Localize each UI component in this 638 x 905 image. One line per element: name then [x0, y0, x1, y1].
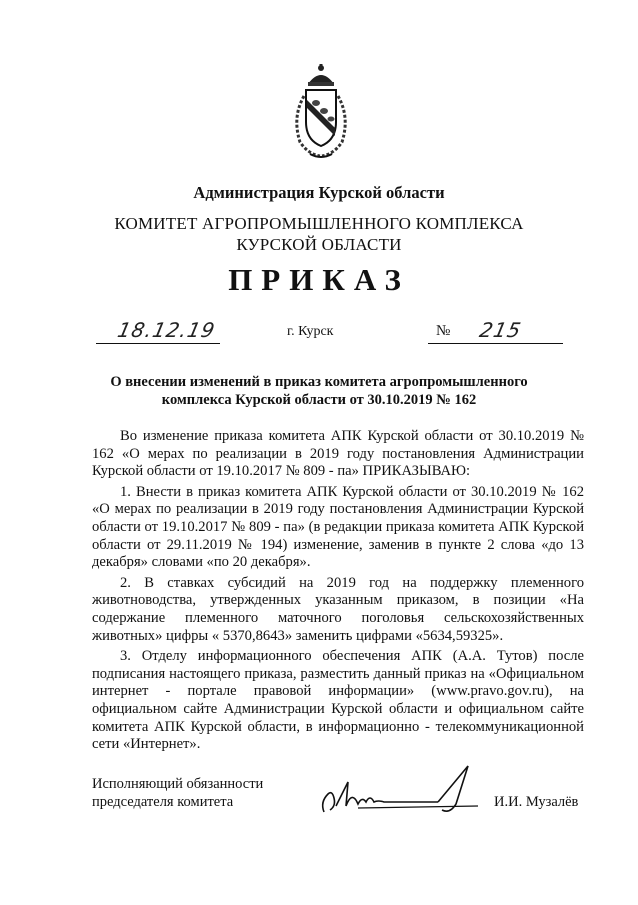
body-paragraph-3: 3. Отделу информационного обеспечения АПК (А.А. Тутов) после подписания настоящего приказа, разместить данный приказ на «Официальном интернет - портале правовой информации» (www.pravo.gov.ru), на официальном сайте Администрации Курской области и официальном сайте комитета АПК Курской области, в информационно - телекоммуникационной сети «Интернет».	[92, 648, 584, 753]
document-type-title: ПРИКАЗ	[228, 262, 410, 297]
order-body	[92, 428, 584, 757]
number-sign: №	[436, 323, 451, 339]
body-paragraph-2: 2. В ставках субсидий на 2019 год на поддержку племенного животноводства, утвержденных указанным приказом, в позиции «На содержание племенного маточного поголовья сельскохозяйственных животных» цифры « 5370,8643» заменить цифрами «5634,59325».	[92, 574, 584, 644]
signatory-name: И.И. Музалёв	[494, 794, 579, 810]
committee-name	[0, 213, 638, 255]
coat-of-arms-icon	[286, 62, 356, 162]
committee-name-line2: КУРСКОЙ ОБЛАСТИ	[236, 235, 402, 254]
committee-name-line1: КОМИТЕТ АГРОПРОМЫШЛЕННОГО КОМПЛЕКСА	[114, 214, 524, 233]
order-number: 215	[477, 318, 524, 342]
body-paragraph-preamble: Во изменение приказа комитета АПК Курской области от 30.10.2019 № 162 «О мерах по реализации в 2019 году постановления Администрации Курской области от 19.10.2017 № 809 - па» ПРИКАЗЫВАЮ:	[92, 428, 584, 480]
order-city: г. Курск	[287, 324, 334, 339]
order-subject-line2: комплекса Курской области от 30.10.2019 № 162	[161, 392, 477, 408]
signatory-role	[92, 776, 263, 811]
date-underline	[96, 343, 220, 344]
number-underline	[428, 343, 563, 344]
order-subject	[60, 373, 578, 409]
handwritten-signature-icon	[318, 760, 488, 820]
body-paragraph-1: 1. Внести в приказ комитета АПК Курской области от 30.10.2019 № 162 «О мерах по реализации в 2019 году постановления Администрации Курской области от 19.10.2017 № 809 - па» (в редакции приказа комитета АПК Курской области от 29.11.2019 № 194) изменение, заменив в пункте 2 слова «до 13 декабря» словами «по 20 декабря».	[92, 483, 584, 571]
administration-title: Администрация Курской области	[193, 183, 445, 202]
order-date: 18.12.19	[115, 318, 218, 342]
order-subject-line1: О внесении изменений в приказ комитета агропромышленного	[110, 374, 528, 390]
signatory-role-line2: председателя комитета	[92, 793, 234, 810]
signatory-role-line1: Исполняющий обязанности	[92, 776, 264, 792]
